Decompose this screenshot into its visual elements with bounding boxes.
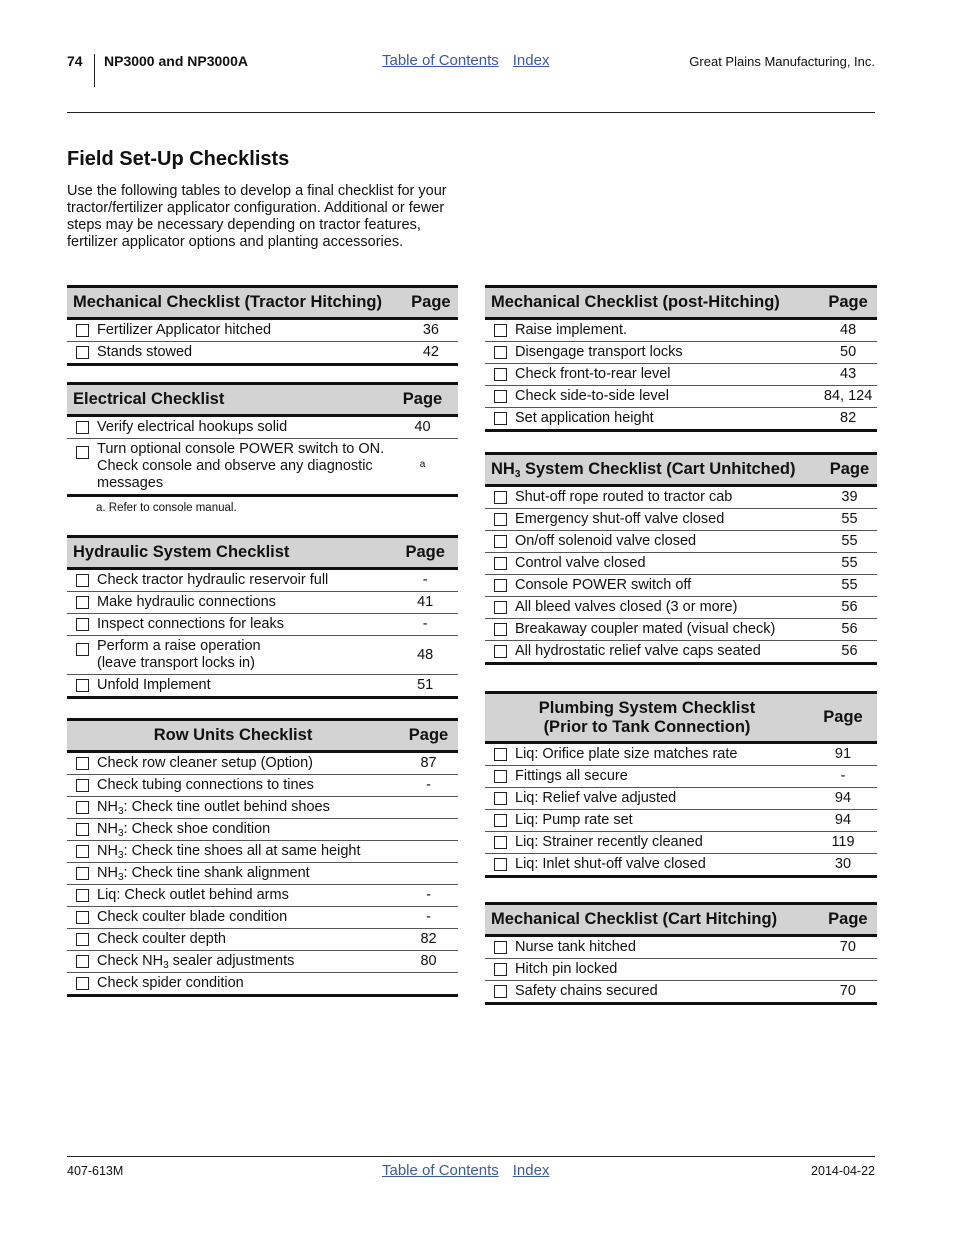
page-column-header: Page xyxy=(399,720,458,752)
checkbox[interactable] xyxy=(494,390,507,403)
page-column-header: Page xyxy=(404,287,458,319)
checklist-item: Check front-to-rear level xyxy=(515,364,819,386)
page-ref: 39 xyxy=(822,486,877,509)
page-ref xyxy=(399,797,458,819)
checklist-item: Breakaway coupler mated (visual check) xyxy=(515,619,822,641)
checkbox[interactable] xyxy=(494,324,507,337)
index-link[interactable]: Index xyxy=(512,1162,550,1179)
checkbox[interactable] xyxy=(76,977,89,990)
checkbox[interactable] xyxy=(494,346,507,359)
page-ref: 82 xyxy=(819,408,877,431)
page-ref xyxy=(399,841,458,863)
checklist-item: Unfold Implement xyxy=(97,675,392,698)
checklist-item: All hydrostatic relief valve caps seated xyxy=(515,641,822,664)
page-ref: 48 xyxy=(819,319,877,342)
checkbox[interactable] xyxy=(76,779,89,792)
checkbox[interactable] xyxy=(76,574,89,587)
footnote-marker: a xyxy=(419,458,426,470)
checkbox[interactable] xyxy=(494,985,507,998)
index-link[interactable]: Index xyxy=(512,52,550,69)
checkbox[interactable] xyxy=(76,446,89,459)
header-nav xyxy=(382,52,563,69)
checklist-item: Emergency shut-off valve closed xyxy=(515,509,822,531)
checklist-item: Control valve closed xyxy=(515,553,822,575)
page-ref: 70 xyxy=(819,936,877,959)
page-ref: 70 xyxy=(819,981,877,1004)
page-column-header: Page xyxy=(819,287,877,319)
page-column-header: Page xyxy=(819,904,877,936)
checkbox[interactable] xyxy=(494,858,507,871)
checkbox[interactable] xyxy=(494,368,507,381)
page-ref xyxy=(399,973,458,996)
page-column-header: Page xyxy=(387,384,458,416)
company-name: Great Plains Manufacturing, Inc. xyxy=(689,54,875,69)
checklist-item: Liq: Inlet shut-off valve closed xyxy=(515,854,809,877)
checkbox[interactable] xyxy=(76,889,89,902)
checkbox[interactable] xyxy=(76,757,89,770)
checklist-item: Disengage transport locks xyxy=(515,342,819,364)
checklist-item: Liq: Pump rate set xyxy=(515,810,809,832)
checkbox[interactable] xyxy=(76,421,89,434)
page-ref xyxy=(399,863,458,885)
checkbox[interactable] xyxy=(76,823,89,836)
checklist-item: Verify electrical hookups solid xyxy=(97,416,387,439)
page-ref: 94 xyxy=(809,810,877,832)
checklist-item: Make hydraulic connections xyxy=(97,592,392,614)
row-units-checklist xyxy=(67,718,458,997)
page-ref: - xyxy=(392,569,458,592)
page-ref: - xyxy=(392,614,458,636)
page-ref: 36 xyxy=(404,319,458,342)
page-ref: 119 xyxy=(809,832,877,854)
checkbox[interactable] xyxy=(76,911,89,924)
table-title: Mechanical Checklist (post-Hitching) xyxy=(485,287,819,319)
table-title: Hydraulic System Checklist xyxy=(67,537,392,569)
page-ref: 56 xyxy=(822,641,877,664)
page-ref: - xyxy=(399,775,458,797)
checkbox[interactable] xyxy=(76,955,89,968)
page-ref: 87 xyxy=(399,752,458,775)
page-ref: 50 xyxy=(819,342,877,364)
checklist-item: Set application height xyxy=(515,408,819,431)
checklist-item: Check $NH_3$ sealer adjustments xyxy=(97,951,399,973)
footer-nav xyxy=(382,1162,563,1179)
checkbox[interactable] xyxy=(494,941,507,954)
checkbox[interactable] xyxy=(494,491,507,504)
checklist-item: $NH_3$: Check tine outlet behind shoes xyxy=(97,797,399,819)
checkbox[interactable] xyxy=(76,801,89,814)
checkbox[interactable] xyxy=(494,770,507,783)
checklist-item: Fertilizer Applicator hitched xyxy=(97,319,404,342)
checklist-item: Raise implement. xyxy=(515,319,819,342)
page-ref: 43 xyxy=(819,364,877,386)
footer-rule xyxy=(67,1156,875,1157)
checklist-item: Hitch pin locked xyxy=(515,959,819,981)
page-column-header: Page xyxy=(822,454,877,486)
checkbox[interactable] xyxy=(76,324,89,337)
hydraulic-checklist xyxy=(67,535,458,699)
checklist-item: Safety chains secured xyxy=(515,981,819,1004)
page-ref: 55 xyxy=(822,509,877,531)
page-ref: 48 xyxy=(392,636,458,675)
table-title: Electrical Checklist xyxy=(67,384,387,416)
toc-link[interactable]: Table of Contents xyxy=(382,1162,499,1179)
page-ref: 30 xyxy=(809,854,877,877)
table-title: Row Units Checklist xyxy=(67,720,399,752)
checkbox[interactable] xyxy=(76,679,89,692)
checklist-item: Check row cleaner setup (Option) xyxy=(97,752,399,775)
cart-hitching-checklist xyxy=(485,902,877,1005)
page-ref: 94 xyxy=(809,788,877,810)
checklist-item: Stands stowed xyxy=(97,342,404,365)
page-ref: 51 xyxy=(392,675,458,698)
page-column-header: Page xyxy=(809,693,877,743)
checklist-item: Fittings all secure xyxy=(515,766,809,788)
checklist-item: Check tubing connections to tines xyxy=(97,775,399,797)
checklist-item: Check tractor hydraulic reservoir full xyxy=(97,569,392,592)
checklist-item: Liq: Check outlet behind arms xyxy=(97,885,399,907)
checklist-item: All bleed valves closed (3 or more) xyxy=(515,597,822,619)
checklist-item: Shut-off rope routed to tractor cab xyxy=(515,486,822,509)
checkbox[interactable] xyxy=(494,513,507,526)
checkbox[interactable] xyxy=(76,618,89,631)
table-title: Plumbing System Checklist (Prior to Tank Connection) xyxy=(485,693,809,743)
page-ref: - xyxy=(809,766,877,788)
checkbox[interactable] xyxy=(76,643,89,656)
checkbox[interactable] xyxy=(76,346,89,359)
page-ref: 55 xyxy=(822,575,877,597)
intro-paragraph: Use the following tables to develop a final checklist for your tractor/fertilizer applicator configuration. Additional or fewer steps may be necessary depending on tractor features, fertilizer applicator options and planting accessories. xyxy=(67,183,447,250)
checkbox[interactable] xyxy=(494,836,507,849)
table-title: Mechanical Checklist (Tractor Hitching) xyxy=(67,287,404,319)
checkbox[interactable] xyxy=(494,412,507,425)
post-hitching-checklist xyxy=(485,285,877,432)
checkbox[interactable] xyxy=(494,963,507,976)
page-ref: 56 xyxy=(822,597,877,619)
checkbox[interactable] xyxy=(494,557,507,570)
page-ref: 55 xyxy=(822,531,877,553)
doc-number: 407-613M xyxy=(67,1164,124,1178)
checkbox[interactable] xyxy=(76,845,89,858)
checkbox[interactable] xyxy=(76,933,89,946)
checklist-item: Check coulter depth xyxy=(97,929,399,951)
page-ref: - xyxy=(399,907,458,929)
table-title: $NH_3$ System Checklist (Cart Unhitched) xyxy=(485,454,822,486)
table-title: Mechanical Checklist (Cart Hitching) xyxy=(485,904,819,936)
checklist-item: Nurse tank hitched xyxy=(515,936,819,959)
page-ref xyxy=(819,959,877,981)
electrical-checklist xyxy=(67,382,458,497)
page-ref: 84, 124 xyxy=(819,386,877,408)
page-column-header: Page xyxy=(392,537,458,569)
page-ref: 55 xyxy=(822,553,877,575)
page-ref: 40 xyxy=(387,416,458,439)
checklist-item: $NH_3$: Check shoe condition xyxy=(97,819,399,841)
checkbox[interactable] xyxy=(494,814,507,827)
toc-link[interactable]: Table of Contents xyxy=(382,52,499,69)
nh3-system-checklist xyxy=(485,452,877,665)
checkbox[interactable] xyxy=(494,748,507,761)
checklist-item: $NH_3$: Check tine shoes all at same height xyxy=(97,841,399,863)
checklist-item: Inspect connections for leaks xyxy=(97,614,392,636)
checkbox[interactable] xyxy=(76,867,89,880)
checklist-item: $NH_3$: Check tine shank alignment xyxy=(97,863,399,885)
checklist-item: Perform a raise operation (leave transport locks in) xyxy=(97,636,392,675)
checklist-item: Check coulter blade condition xyxy=(97,907,399,929)
page-number: 74 xyxy=(67,53,83,69)
header-rule xyxy=(67,112,875,113)
page-ref: 91 xyxy=(809,743,877,766)
header-divider xyxy=(94,54,95,87)
page-ref: 80 xyxy=(399,951,458,973)
plumbing-checklist xyxy=(485,691,877,878)
page-ref: 56 xyxy=(822,619,877,641)
footnote: a. Refer to console manual. xyxy=(96,502,237,514)
checkbox[interactable] xyxy=(494,792,507,805)
checklist-item: Liq: Orifice plate size matches rate xyxy=(515,743,809,766)
doc-date: 2014-04-22 xyxy=(811,1164,875,1178)
checklist-item: Liq: Relief valve adjusted xyxy=(515,788,809,810)
manual-title: NP3000 and NP3000A xyxy=(104,53,248,69)
checklist-item: On/off solenoid valve closed xyxy=(515,531,822,553)
page-ref: 41 xyxy=(392,592,458,614)
checklist-item: Liq: Strainer recently cleaned xyxy=(515,832,809,854)
checklist-item: Console POWER switch off xyxy=(515,575,822,597)
checklist-item: Check side-to-side level xyxy=(515,386,819,408)
checklist-item: Check spider condition xyxy=(97,973,399,996)
checklist-item: Turn optional console POWER switch to ON. Check console and observe any diagnostic messages xyxy=(97,439,387,496)
section-title: Field Set-Up Checklists xyxy=(67,148,290,170)
checkbox[interactable] xyxy=(494,645,507,658)
page-ref: - xyxy=(399,885,458,907)
page-ref xyxy=(399,819,458,841)
checkbox[interactable] xyxy=(494,623,507,636)
page-ref: 82 xyxy=(399,929,458,951)
checkbox[interactable] xyxy=(494,601,507,614)
checkbox[interactable] xyxy=(494,579,507,592)
page-ref: 42 xyxy=(404,342,458,365)
checkbox[interactable] xyxy=(494,535,507,548)
tractor-hitching-checklist xyxy=(67,285,458,366)
checkbox[interactable] xyxy=(76,596,89,609)
